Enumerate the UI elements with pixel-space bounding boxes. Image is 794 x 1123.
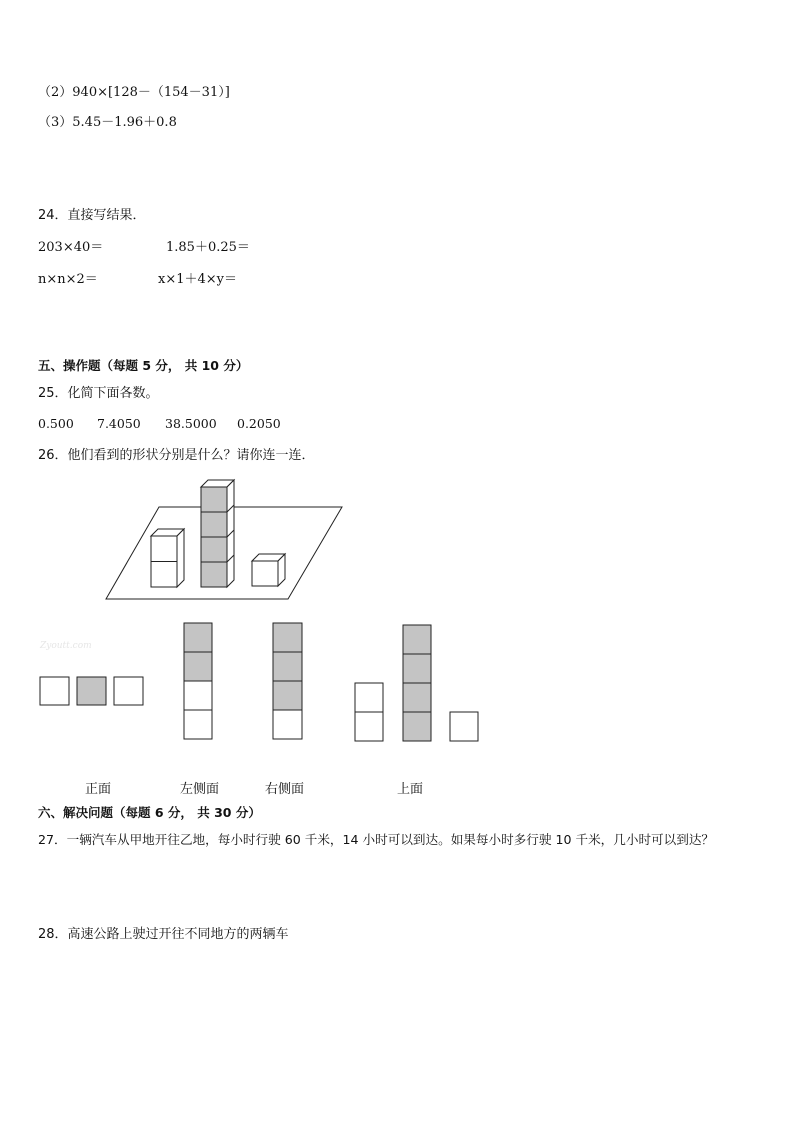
watermark: Zyoutt.com: [40, 641, 92, 651]
view-label-front: 正面: [85, 782, 112, 797]
section-6-title: 六、解决问题（每题 6 分， 共 30 分）: [38, 805, 261, 820]
view-label-left-side: 左侧面: [180, 782, 220, 797]
view-option-4: [355, 625, 478, 741]
q26-title: 26．他们看到的形状分别是什么？请你连一连．: [38, 448, 315, 463]
view-label-top: 上面: [397, 782, 424, 797]
cube-stack-left: [151, 529, 184, 587]
q24-expr-3: n×n×2＝: [38, 272, 98, 287]
section-5-title: 五、操作题（每题 5 分， 共 10 分）: [38, 358, 249, 373]
view-option-1: [40, 677, 143, 705]
q25-title: 25．化简下面各数。: [38, 386, 159, 401]
q24-expr-4: x×1＋4×y＝: [158, 272, 238, 287]
q25-number-1: 0.500: [38, 416, 74, 431]
view-label-right-side: 右侧面: [265, 782, 305, 797]
view-option-2: [184, 623, 212, 739]
q24-expr-1: 203×40＝: [38, 240, 104, 255]
cube-stack-tall: [201, 480, 234, 587]
q23-item-2: （2）940×[128－（154－31）]: [38, 85, 230, 100]
view-option-3: [273, 623, 302, 739]
q24-expr-2: 1.85＋0.25＝: [166, 240, 250, 255]
q28-text: 28．高速公路上驶过开往不同地方的两辆车: [38, 927, 289, 942]
cube-single-right: [252, 554, 285, 586]
q27-text: 27．一辆汽车从甲地开往乙地，每小时行驶 60 千米，14 小时可以到达。如果每小时多行驶 10 千米，几小时可以到达？: [38, 832, 715, 847]
q23-item-3: （3）5.45－1.96＋0.8: [38, 115, 177, 130]
q25-number-3: 38.5000: [165, 416, 217, 431]
q24-title: 24．直接写结果．: [38, 208, 146, 223]
q25-number-4: 0.2050: [237, 416, 281, 431]
q25-number-2: 7.4050: [97, 416, 141, 431]
